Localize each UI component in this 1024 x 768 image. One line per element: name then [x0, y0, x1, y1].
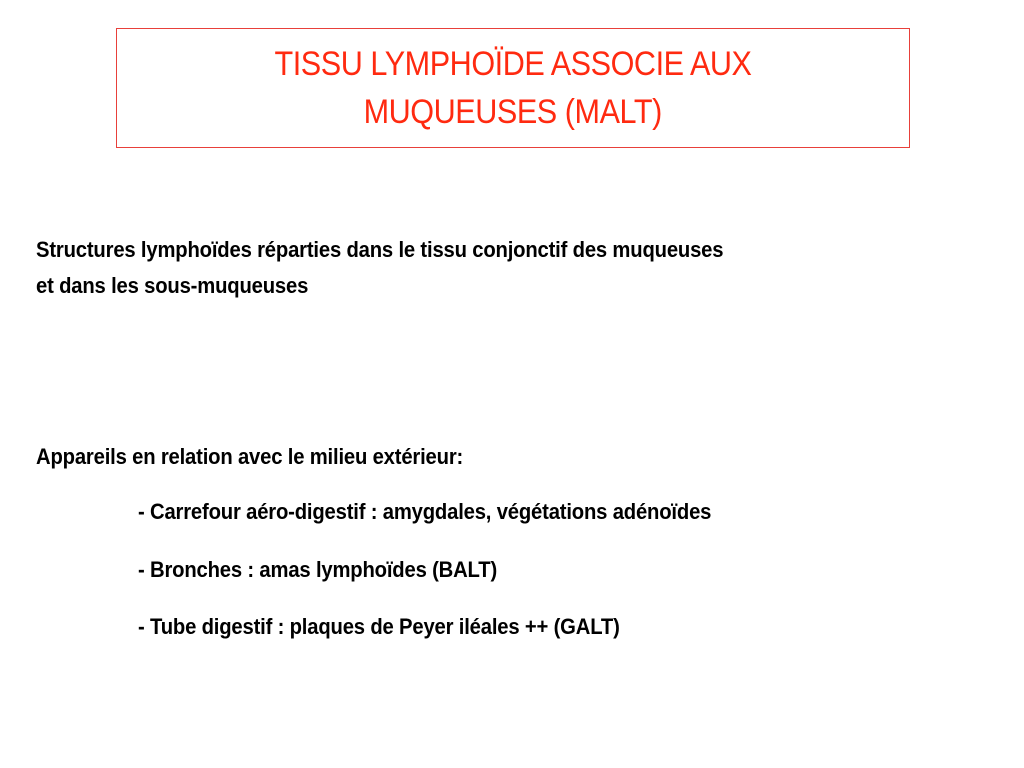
bullet-bronchi: - Bronches : amas lymphoïdes (BALT) — [138, 557, 498, 582]
bullet-digestive-tube: - Tube digestif : plaques de Peyer iléales ++ (GALT) — [138, 614, 620, 639]
systems-heading: Appareils en relation avec le milieu extérieur: — [36, 444, 464, 469]
bullet-aero-digestive: - Carrefour aéro-digestif : amygdales, végétations adénoïdes — [138, 499, 712, 524]
slide-title-line-1: TISSU LYMPHOÏDE ASSOCIE AUX — [274, 45, 752, 83]
intro-text-line-1: Structures lymphoïdes réparties dans le tissu conjonctif des muqueuses — [36, 237, 724, 262]
intro-text-line-2: et dans les sous-muqueuses — [36, 273, 309, 298]
title-box — [116, 28, 910, 148]
slide-title-line-2: MUQUEUSES (MALT) — [363, 93, 663, 131]
